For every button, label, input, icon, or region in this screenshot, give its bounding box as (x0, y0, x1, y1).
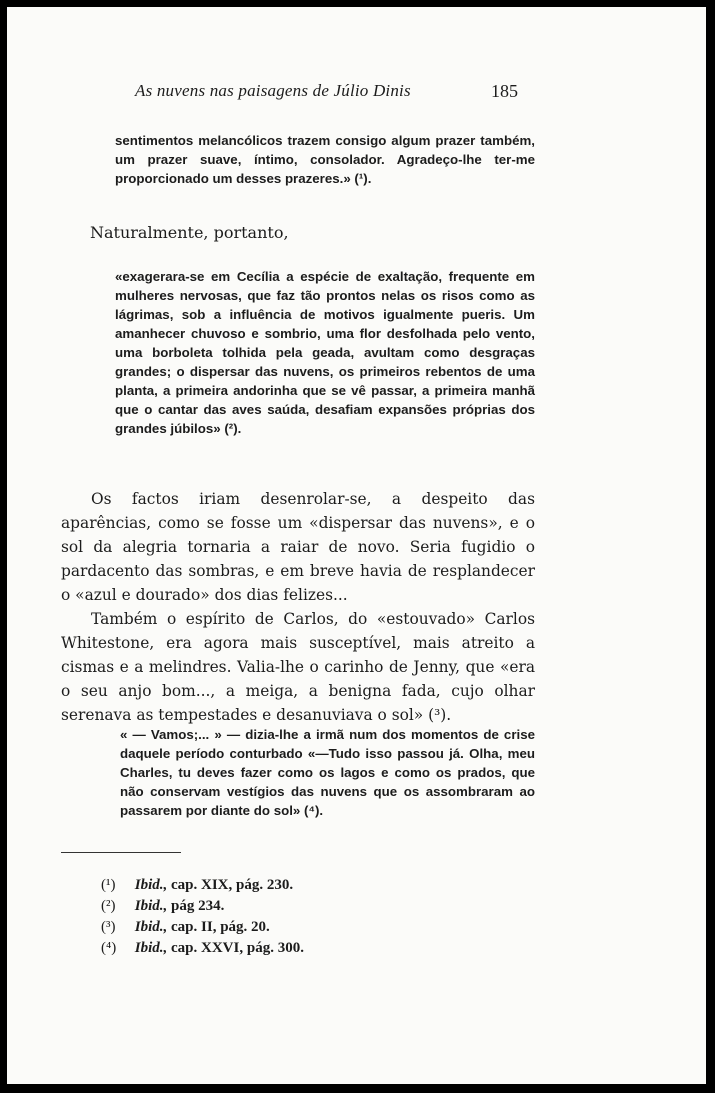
intro-line: Naturalmente, portanto, (90, 223, 289, 242)
footnote-number: (³) (101, 919, 116, 935)
footnote-reference: pág 234. (171, 898, 225, 914)
block-quote-3: « — Vamos;... » — dizia-lhe a irmã num dos momentos de crise daquele período conturbado «—Tudo isso passou já. Olha, meu Charles, tu deves fazer como os lagos e como os prados, que não conservam vestígios das nuvens que os assombraram ao passarem por diante do sol» (⁴). (120, 727, 535, 818)
footnote-divider (61, 852, 181, 853)
footnote-reference: cap. XIX, pág. 230. (171, 877, 294, 893)
footnote-number: (²) (101, 898, 116, 914)
block-quote-2: «exagerara-se em Cecília a espécie de exaltação, frequente em mulheres nervosas, que faz tão prontos nelas os risos como as lágrimas, sob a influência de motivos igualmente pueris. Um amanhecer chuvoso e sombrio, uma flor desfolhada pelo vento, uma borboleta tolhida pela geada, avultam como desgraças grandes; o dispersar das nuvens, os primeiros rebentos de uma planta, a primeira andorinha que se vê passar, a primeira manhã que o cantar das aves saúda, desafiam expansões próprias dos grandes júbilos» (²). (115, 269, 535, 436)
footnote-item (101, 938, 304, 959)
block-quote-1: sentimentos melancólicos trazem consigo algum prazer também, um prazer suave, íntimo, consolador. Agradeço-lhe ter-me proporcionado um desses prazeres.» (¹). (115, 133, 535, 186)
footnote-ibid: Ibid., (134, 898, 168, 914)
body-text (61, 487, 535, 727)
footnote-item (101, 917, 304, 938)
footnote-reference: cap. XXVI, pág. 300. (171, 940, 304, 956)
footnote-ibid: Ibid., (134, 877, 168, 893)
footnote-item (101, 875, 304, 896)
book-page (7, 7, 706, 1084)
body-paragraph-1: Os factos iriam desenrolar-se, a despeito das aparências, como se fosse um «dispersar das nuvens», e o sol da alegria tornaria a raiar de novo. Seria fugidio o pardacento das sombras, e em breve havia de resplandecer o «azul e dourado» dos dias felizes... (61, 490, 535, 604)
footnote-number: (⁴) (101, 940, 117, 956)
footnote-number: (¹) (101, 877, 116, 893)
footnote-item (101, 896, 304, 917)
footnote-reference: cap. II, pág. 20. (171, 919, 270, 935)
footnote-ibid: Ibid., (134, 940, 168, 956)
running-title: As nuvens nas paisagens de Júlio Dinis (135, 81, 411, 100)
body-paragraph-2: Também o espírito de Carlos, do «estouvado» Carlos Whitestone, era agora mais susceptível, mais atreito a cismas e a melindres. Valia-lhe o carinho de Jenny, que «era o seu anjo bom..., a meiga, a benigna fada, cujo olhar serenava as tempestades e desanuviava o sol» (³). (61, 610, 535, 724)
footnote-ibid: Ibid., (134, 919, 168, 935)
page-number: 185 (491, 81, 518, 101)
footnotes-list (101, 875, 304, 959)
